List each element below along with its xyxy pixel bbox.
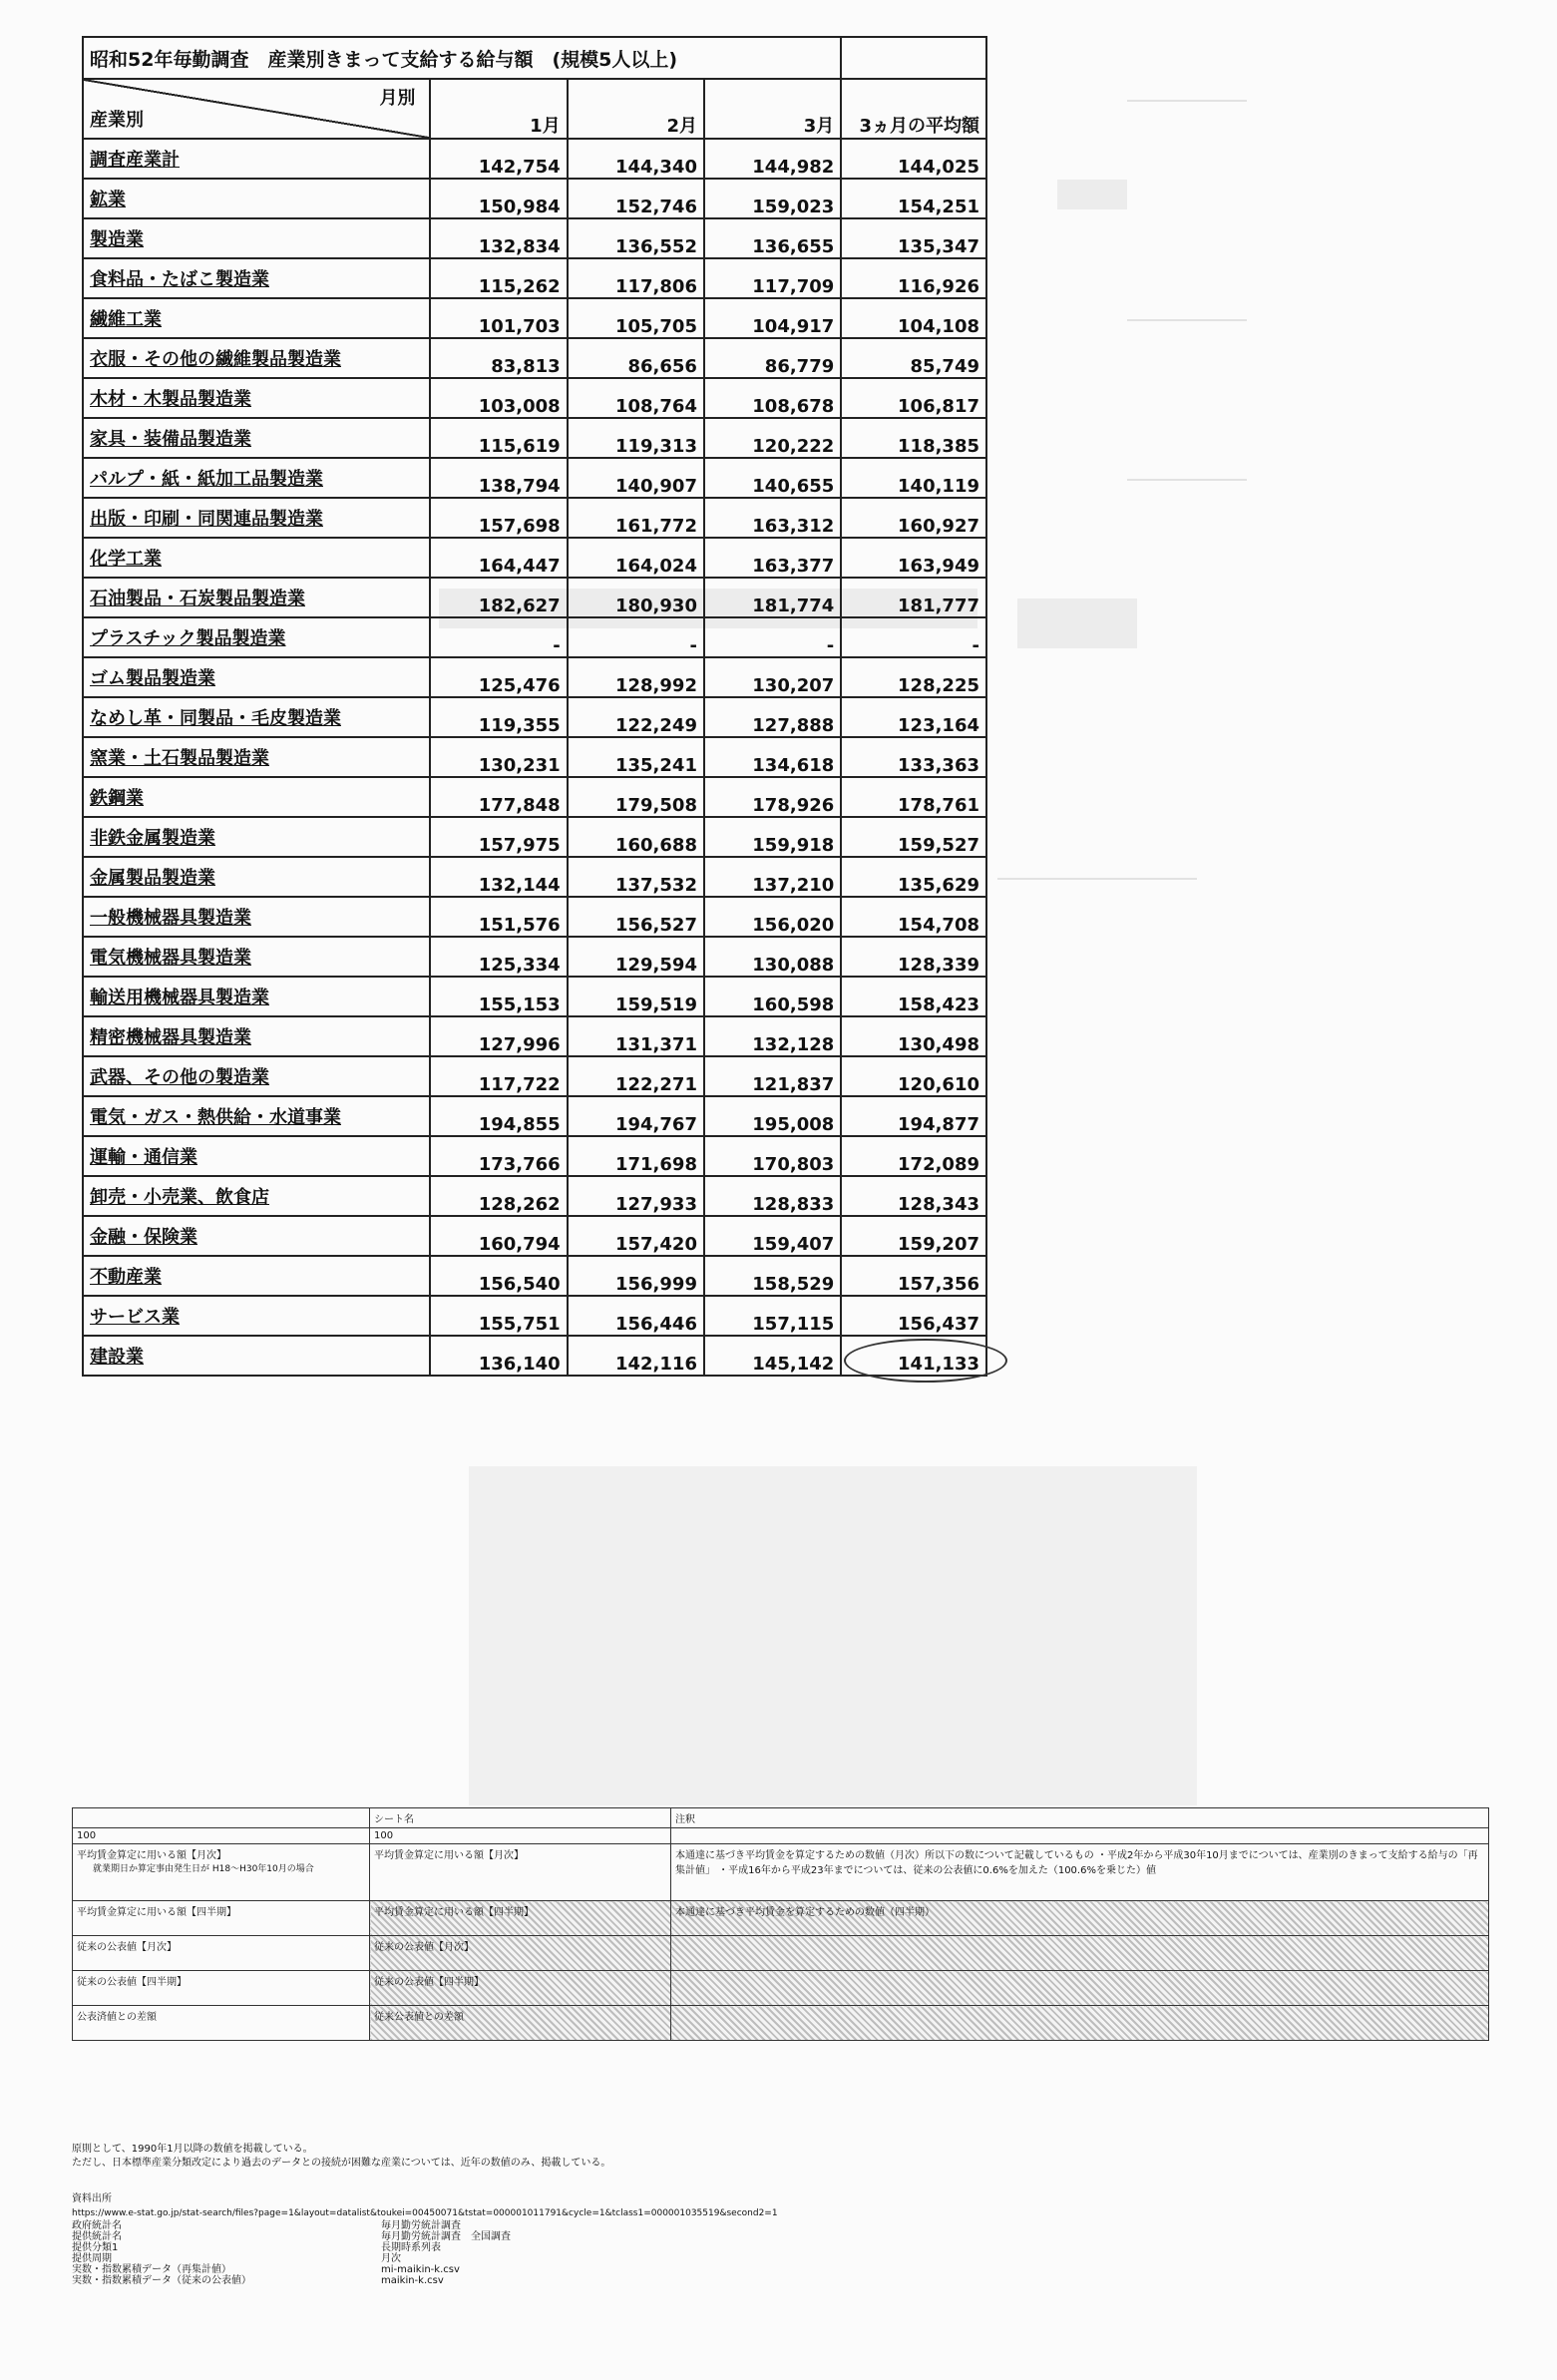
industry-name: 電気・ガス・熱供給・水道事業 <box>83 1096 430 1136</box>
table-row <box>83 538 986 578</box>
mar-value: 159,407 <box>704 1216 841 1256</box>
sheet-name-cell: 従来公表値との差額 <box>370 2006 671 2041</box>
feb-value: 128,992 <box>568 657 704 697</box>
mar-value: 117,709 <box>704 258 841 298</box>
sheet-row <box>73 1936 1489 1971</box>
column-header-mar: 3月 <box>704 79 841 139</box>
average-value: 157,356 <box>841 1256 986 1296</box>
sheet-item-cell <box>73 1971 370 2006</box>
feb-value: 122,249 <box>568 697 704 737</box>
jan-value: 164,447 <box>430 538 567 578</box>
feb-value: 119,313 <box>568 418 704 458</box>
sheet-annotation-cell: 本通達に基づき平均賃金を算定するための数値（月次）所以下の数について記載しているもの ・平成2年から平成30年10月までについては、産業別のきまって支給する給与の「再集計値」 ・平成16年から平成23年までについては、従来の公表値に0.6%を加えた（100.6%を乗じた）値 <box>671 1844 1489 1901</box>
feb-value: 122,271 <box>568 1056 704 1096</box>
industry-name: 食料品・たばこ製造業 <box>83 258 430 298</box>
average-value: 154,708 <box>841 897 986 937</box>
jan-value: 83,813 <box>430 338 567 378</box>
average-value: 135,347 <box>841 218 986 258</box>
sheet-name-cell: 従来の公表値【月次】 <box>370 1936 671 1971</box>
industry-name: 精密機械器具製造業 <box>83 1016 430 1056</box>
source-value: 月次 <box>381 2253 401 2264</box>
table-row <box>83 697 986 737</box>
note-line: ただし、日本標準産業分類改定により過去のデータとの接続が困難な産業については、近年の数値のみ、掲載している。 <box>72 2158 611 2169</box>
table-row <box>83 298 986 338</box>
sheet-subheader-2: 100 <box>370 1828 671 1844</box>
table-row <box>83 737 986 777</box>
industry-name: 建設業 <box>83 1336 430 1376</box>
source-url: https://www.e-stat.go.jp/stat-search/files?page=1&layout=datalist&toukei=00450071&tstat=000001011791&cycle=1&tclass1=000001035519&second2=1 <box>72 2208 778 2218</box>
jan-value: 103,008 <box>430 378 567 418</box>
sheet-name-cell: 平均賃金算定に用いる額【月次】 <box>370 1844 671 1901</box>
jan-value: 173,766 <box>430 1136 567 1176</box>
industry-name: 家具・装備品製造業 <box>83 418 430 458</box>
source-key: 政府統計名 <box>72 2220 122 2231</box>
source-key: 提供周期 <box>72 2253 112 2264</box>
mar-value: 121,837 <box>704 1056 841 1096</box>
average-value: 128,339 <box>841 937 986 977</box>
average-value: 120,610 <box>841 1056 986 1096</box>
table-row <box>83 418 986 458</box>
mar-value: 140,655 <box>704 458 841 498</box>
mar-value: 137,210 <box>704 857 841 897</box>
sheet-row <box>73 1971 1489 2006</box>
average-value: 123,164 <box>841 697 986 737</box>
jan-value: 117,722 <box>430 1056 567 1096</box>
source-items <box>72 2220 780 2286</box>
ghost-box <box>469 1466 1197 1805</box>
sheet-name-cell: 従来の公表値【四半期】 <box>370 1971 671 2006</box>
table-row <box>83 179 986 218</box>
feb-value: 136,552 <box>568 218 704 258</box>
sheet-subheader-3 <box>671 1828 1489 1844</box>
industry-name: 一般機械器具製造業 <box>83 897 430 937</box>
sheet-annotation-cell: 本通達に基づき平均賃金を算定するための数値（四半期） <box>671 1901 1489 1936</box>
column-header-jan: 1月 <box>430 79 567 139</box>
industry-name: 繊維工業 <box>83 298 430 338</box>
notes <box>72 2143 610 2171</box>
average-value: 160,927 <box>841 498 986 538</box>
feb-value: 129,594 <box>568 937 704 977</box>
average-value: 135,629 <box>841 857 986 897</box>
mar-value: 163,377 <box>704 538 841 578</box>
table-row <box>83 378 986 418</box>
wage-table <box>82 36 987 1377</box>
average-value: 128,343 <box>841 1176 986 1216</box>
jan-value: 127,996 <box>430 1016 567 1056</box>
average-value: 194,877 <box>841 1096 986 1136</box>
mar-value: 108,678 <box>704 378 841 418</box>
average-value: 154,251 <box>841 179 986 218</box>
sheet-item-cell <box>73 1844 370 1901</box>
industry-name: 鉄鋼業 <box>83 777 430 817</box>
source-value: maikin-k.csv <box>381 2275 444 2286</box>
industry-name: 化学工業 <box>83 538 430 578</box>
mar-value: 86,779 <box>704 338 841 378</box>
mar-value: 159,023 <box>704 179 841 218</box>
sheet-item-name: 公表済値との差額 <box>77 2012 157 2023</box>
feb-value: 194,767 <box>568 1096 704 1136</box>
jan-value: 194,855 <box>430 1096 567 1136</box>
table-row <box>83 1216 986 1256</box>
industry-name: 輸送用機械器具製造業 <box>83 977 430 1016</box>
mar-value: 120,222 <box>704 418 841 458</box>
mar-value: 157,115 <box>704 1296 841 1336</box>
note-line: 原則として、1990年1月以降の数値を掲載している。 <box>72 2144 313 2155</box>
industry-name: サービス業 <box>83 1296 430 1336</box>
table-row <box>83 937 986 977</box>
feb-value: 156,446 <box>568 1296 704 1336</box>
jan-value: 115,619 <box>430 418 567 458</box>
source-key: 提供分類1 <box>72 2242 119 2253</box>
average-value: 130,498 <box>841 1016 986 1056</box>
sheet-item-cell <box>73 1901 370 1936</box>
average-value: 178,761 <box>841 777 986 817</box>
mar-value: 134,618 <box>704 737 841 777</box>
industry-name: 木材・木製品製造業 <box>83 378 430 418</box>
feb-value: 105,705 <box>568 298 704 338</box>
mar-value: 136,655 <box>704 218 841 258</box>
industry-name: 運輸・通信業 <box>83 1136 430 1176</box>
sheet-table <box>72 1807 1489 2041</box>
jan-value: 160,794 <box>430 1216 567 1256</box>
industry-name: なめし革・同製品・毛皮製造業 <box>83 697 430 737</box>
average-value: 118,385 <box>841 418 986 458</box>
feb-value: 108,764 <box>568 378 704 418</box>
industry-name: 金融・保険業 <box>83 1216 430 1256</box>
table-title: 昭和52年毎勤調査 産業別きまって支給する給与額 (規模5人以上) <box>83 37 841 79</box>
jan-value: 132,834 <box>430 218 567 258</box>
jan-value: 119,355 <box>430 697 567 737</box>
sheet-name-cell: 平均賃金算定に用いる額【四半期】 <box>370 1901 671 1936</box>
industry-name: プラスチック製品製造業 <box>83 617 430 657</box>
jan-value: 155,751 <box>430 1296 567 1336</box>
mar-value: 104,917 <box>704 298 841 338</box>
average-value: 104,108 <box>841 298 986 338</box>
industry-name: ゴム製品製造業 <box>83 657 430 697</box>
jan-value: 132,144 <box>430 857 567 897</box>
average-value: 144,025 <box>841 139 986 179</box>
industry-name: 窯業・土石製品製造業 <box>83 737 430 777</box>
average-value: 140,119 <box>841 458 986 498</box>
mar-value: 144,982 <box>704 139 841 179</box>
table-row <box>83 498 986 538</box>
sheet-row <box>73 1901 1489 1936</box>
industry-name: 衣服・その他の繊維製品製造業 <box>83 338 430 378</box>
jan-value: - <box>430 617 567 657</box>
feb-value: 152,746 <box>568 179 704 218</box>
mar-value: 128,833 <box>704 1176 841 1216</box>
table-row <box>83 817 986 857</box>
mar-value: 130,088 <box>704 937 841 977</box>
table-row <box>83 458 986 498</box>
jan-value: 125,476 <box>430 657 567 697</box>
industry-name: 鉱業 <box>83 179 430 218</box>
source-block <box>72 2192 778 2220</box>
average-value: 156,437 <box>841 1296 986 1336</box>
sheet-header-blank <box>73 1808 370 1828</box>
source-key: 提供統計名 <box>72 2231 122 2242</box>
table-row <box>83 578 986 617</box>
average-value: 85,749 <box>841 338 986 378</box>
jan-value: 125,334 <box>430 937 567 977</box>
table-row <box>83 1296 986 1336</box>
sheet-item-cell <box>73 1936 370 1971</box>
jan-value: 150,984 <box>430 179 567 218</box>
industry-name: 石油製品・石炭製品製造業 <box>83 578 430 617</box>
industry-name: 製造業 <box>83 218 430 258</box>
ghost-line <box>1127 100 1247 102</box>
source-label: 資料出所 <box>72 2193 112 2204</box>
feb-value: 127,933 <box>568 1176 704 1216</box>
source-key: 実数・指数累積データ（再集計値） <box>72 2264 231 2275</box>
circled-average-value: 141,133 <box>841 1336 986 1376</box>
sheet-item-name: 平均賃金算定に用いる額【月次】 <box>77 1850 226 1861</box>
table-row <box>83 857 986 897</box>
table-row <box>83 139 986 179</box>
sheet-item-name: 平均賃金算定に用いる額【四半期】 <box>77 1907 236 1918</box>
table-row <box>83 1256 986 1296</box>
mar-value: 158,529 <box>704 1256 841 1296</box>
mar-value: 181,774 <box>704 578 841 617</box>
industry-name: 武器、その他の製造業 <box>83 1056 430 1096</box>
source-value: 毎月勤労統計調査 <box>381 2220 461 2231</box>
jan-value: 157,975 <box>430 817 567 857</box>
table-row <box>83 617 986 657</box>
feb-value: 156,999 <box>568 1256 704 1296</box>
sheet-item-name: 従来の公表値【月次】 <box>77 1942 177 1953</box>
mar-value: 159,918 <box>704 817 841 857</box>
ghost-line <box>1127 319 1247 321</box>
mar-value: 163,312 <box>704 498 841 538</box>
feb-value: - <box>568 617 704 657</box>
mar-value: 195,008 <box>704 1096 841 1136</box>
feb-value: 171,698 <box>568 1136 704 1176</box>
average-value: 159,207 <box>841 1216 986 1256</box>
average-value: 133,363 <box>841 737 986 777</box>
feb-value: 86,656 <box>568 338 704 378</box>
source-value: 長期時系列表 <box>381 2242 441 2253</box>
feb-value: 164,024 <box>568 538 704 578</box>
ghost-box <box>1017 598 1137 648</box>
industry-name: 卸売・小売業、飲食店 <box>83 1176 430 1216</box>
sheet-table-body <box>73 1844 1489 2041</box>
feb-value: 156,527 <box>568 897 704 937</box>
source-value: 毎月勤労統計調査 全国調査 <box>381 2231 511 2242</box>
feb-value: 142,116 <box>568 1336 704 1376</box>
average-value: 116,926 <box>841 258 986 298</box>
feb-value: 137,532 <box>568 857 704 897</box>
jan-value: 177,848 <box>430 777 567 817</box>
average-value: 128,225 <box>841 657 986 697</box>
table-row <box>83 258 986 298</box>
ghost-box <box>1057 180 1127 209</box>
sheet-row <box>73 1844 1489 1901</box>
industry-name: 調査産業計 <box>83 139 430 179</box>
header-month-label: 月別 <box>379 88 416 109</box>
feb-value: 161,772 <box>568 498 704 538</box>
feb-value: 144,340 <box>568 139 704 179</box>
jan-value: 182,627 <box>430 578 567 617</box>
jan-value: 130,231 <box>430 737 567 777</box>
source-key: 実数・指数累積データ（従来の公表値） <box>72 2275 251 2286</box>
table-row <box>83 1056 986 1096</box>
sheet-annotation-cell <box>671 2006 1489 2041</box>
feb-value: 180,930 <box>568 578 704 617</box>
average-value: 172,089 <box>841 1136 986 1176</box>
feb-value: 135,241 <box>568 737 704 777</box>
jan-value: 101,703 <box>430 298 567 338</box>
ghost-line <box>1127 479 1247 481</box>
jan-value: 115,262 <box>430 258 567 298</box>
mar-value: 156,020 <box>704 897 841 937</box>
jan-value: 136,140 <box>430 1336 567 1376</box>
source-value: mi-maikin-k.csv <box>381 2264 460 2275</box>
sheet-item-name: 従来の公表値【四半期】 <box>77 1977 187 1988</box>
table-row <box>83 777 986 817</box>
jan-value: 156,540 <box>430 1256 567 1296</box>
industry-name: 電気機械器具製造業 <box>83 937 430 977</box>
average-value: 106,817 <box>841 378 986 418</box>
sheet-item-note: 就業期日か算定事由発生日が H18～H30年10月の場合 <box>93 1864 314 1874</box>
table-row <box>83 1176 986 1216</box>
feb-value: 157,420 <box>568 1216 704 1256</box>
mar-value: 132,128 <box>704 1016 841 1056</box>
wage-table-body <box>83 139 986 1376</box>
industry-name: 出版・印刷・同関連品製造業 <box>83 498 430 538</box>
average-value: 159,527 <box>841 817 986 857</box>
table-row <box>83 1136 986 1176</box>
jan-value: 138,794 <box>430 458 567 498</box>
industry-name: 金属製品製造業 <box>83 857 430 897</box>
table-row <box>83 897 986 937</box>
ghost-line <box>997 878 1197 880</box>
average-value: - <box>841 617 986 657</box>
feb-value: 140,907 <box>568 458 704 498</box>
table-row <box>83 1336 986 1376</box>
feb-value: 117,806 <box>568 258 704 298</box>
table-row <box>83 1016 986 1056</box>
sheet-subheader-1: 100 <box>73 1828 370 1844</box>
jan-value: 151,576 <box>430 897 567 937</box>
column-header-feb: 2月 <box>568 79 704 139</box>
header-industry-label: 産業別 <box>90 110 144 131</box>
feb-value: 179,508 <box>568 777 704 817</box>
industry-name: 不動産業 <box>83 1256 430 1296</box>
sheet-annotation-cell <box>671 1936 1489 1971</box>
jan-value: 155,153 <box>430 977 567 1016</box>
jan-value: 128,262 <box>430 1176 567 1216</box>
sheet-header-note: 注釈 <box>671 1808 1489 1828</box>
table-row <box>83 657 986 697</box>
mar-value: - <box>704 617 841 657</box>
mar-value: 145,142 <box>704 1336 841 1376</box>
table-row <box>83 1096 986 1136</box>
feb-value: 131,371 <box>568 1016 704 1056</box>
feb-value: 159,519 <box>568 977 704 1016</box>
table-row <box>83 338 986 378</box>
average-value: 163,949 <box>841 538 986 578</box>
industry-name: 非鉄金属製造業 <box>83 817 430 857</box>
industry-name: パルプ・紙・紙加工品製造業 <box>83 458 430 498</box>
sheet-header-name: シート名 <box>370 1808 671 1828</box>
sheet-annotation-cell <box>671 1971 1489 2006</box>
mar-value: 130,207 <box>704 657 841 697</box>
sheet-item-cell <box>73 2006 370 2041</box>
table-row <box>83 218 986 258</box>
mar-value: 170,803 <box>704 1136 841 1176</box>
average-value: 158,423 <box>841 977 986 1016</box>
jan-value: 142,754 <box>430 139 567 179</box>
table-row <box>83 977 986 1016</box>
sheet-row <box>73 2006 1489 2041</box>
feb-value: 160,688 <box>568 817 704 857</box>
title-blank-cell <box>841 37 986 79</box>
mar-value: 160,598 <box>704 977 841 1016</box>
diagonal-header-cell <box>83 79 430 139</box>
mar-value: 127,888 <box>704 697 841 737</box>
jan-value: 157,698 <box>430 498 567 538</box>
column-header-average: 3ヵ月の平均額 <box>841 79 986 139</box>
average-value: 181,777 <box>841 578 986 617</box>
mar-value: 178,926 <box>704 777 841 817</box>
